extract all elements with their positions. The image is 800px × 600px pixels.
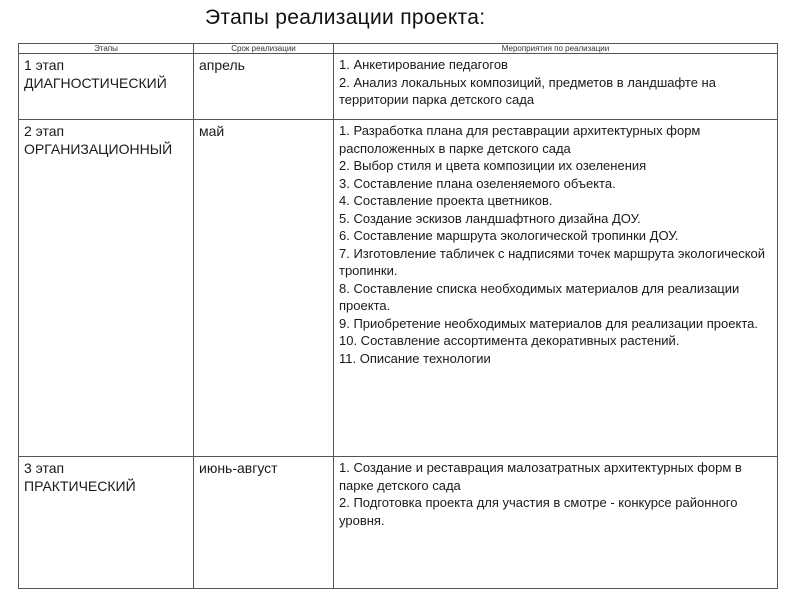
activity-item: 1. Разработка плана для реставрации архитектурных форм расположенных в парке детского сада (339, 123, 701, 156)
period-cell: апрель (194, 54, 334, 120)
activities-cell (334, 457, 778, 589)
table-row (19, 54, 778, 120)
activity-item: 4. Составление проекта цветников. (339, 193, 553, 208)
header-stages: Этапы (19, 44, 194, 54)
header-period: Срок реализации (194, 44, 334, 54)
header-activities: Мероприятия по реализации (334, 44, 778, 54)
activity-item: 6. Составление маршрута экологической тропинки ДОУ. (339, 228, 679, 243)
activity-item: 5. Создание эскизов ландшафтного дизайна ДОУ. (339, 210, 641, 226)
activity-item: 2. Анализ локальных композиций, предметов в ландшафте на территории парка детского сада (339, 74, 716, 107)
stage-number: 3 этап (24, 460, 65, 476)
table-header-row (19, 44, 778, 54)
stage-cell (19, 457, 194, 589)
project-stages-table (18, 43, 778, 589)
stage-cell (19, 120, 194, 457)
table-row (19, 120, 778, 457)
period-cell: май (194, 120, 334, 457)
activity-item: 2. Подготовка проекта для участия в смотре - конкурсе районного уровня. (339, 495, 738, 528)
stage-title: ОРГАНИЗАЦИОННЫЙ (24, 141, 173, 157)
period-cell: июнь-август (194, 457, 334, 589)
stage-title: ДИАГНОСТИЧЕСКИЙ (24, 75, 167, 91)
activity-item: 1. Анкетирование педагогов (339, 57, 508, 72)
stage-cell (19, 54, 194, 120)
activity-item: 9. Приобретение необходимых материалов для реализации проекта. (339, 315, 758, 331)
activity-item: 10. Составление ассортимента декоративных растений. (339, 333, 680, 348)
activity-item: 7. Изготовление табличек с надписями точек маршрута экологической тропинки. (339, 245, 766, 278)
stage-title: ПРАКТИЧЕСКИЙ (24, 478, 136, 494)
activity-item: 11. Описание технологии (339, 350, 491, 366)
activity-item: 8. Составление списка необходимых материалов для реализации проекта. (339, 280, 740, 313)
page-title: Этапы реализации проекта: (205, 6, 486, 29)
activities-cell (334, 54, 778, 120)
table-row (19, 457, 778, 589)
activity-item: 3. Составление плана озеленяемого объекта. (339, 175, 616, 191)
stage-number: 1 этап (24, 57, 65, 73)
activity-item: 1. Создание и реставрация малозатратных архитектурных форм в парке детского сада (339, 460, 742, 493)
activities-cell (334, 120, 778, 457)
stage-number: 2 этап (24, 123, 65, 139)
activity-item: 2. Выбор стиля и цвета композиции их озеленения (339, 158, 647, 173)
